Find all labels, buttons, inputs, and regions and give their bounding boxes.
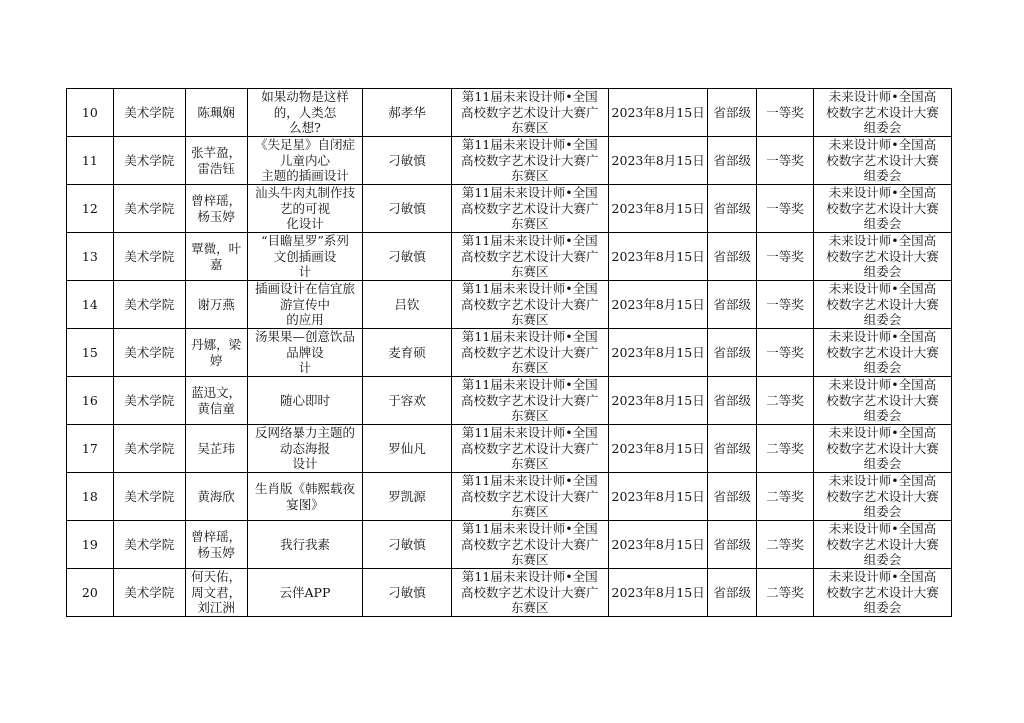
student-names-cell-text: 陈珮娴 (197, 104, 235, 120)
organizer-cell (813, 233, 951, 281)
student-names-cell-text: 何天佑， 周文君， 刘江洲 (191, 569, 242, 616)
award-date-cell (608, 377, 707, 425)
organizer-cell-text: 未来设计师•全国高 校数字艺术设计大赛 组委会 (826, 569, 939, 616)
college-cell (113, 473, 185, 521)
student-names-cell-text: 丹娜，梁婷 (191, 337, 242, 368)
work-title-cell (247, 473, 363, 521)
competition-name-cell-text: 第11届未来设计师•全国 高校数字艺术设计大赛广 东赛区 (461, 425, 599, 472)
advisor-cell (363, 185, 451, 233)
award-date-cell (608, 473, 707, 521)
award-level-cell-text: 省部级 (713, 440, 751, 456)
advisor-cell-text: 刁敏慎 (388, 536, 426, 552)
award-level-cell-text: 省部级 (713, 488, 751, 504)
student-names-cell (185, 185, 247, 233)
college-cell (113, 521, 185, 569)
advisor-cell-text: 于容欢 (388, 392, 426, 408)
organizer-cell (813, 185, 951, 233)
student-names-cell (185, 473, 247, 521)
work-title-cell-text: 插画设计在信宜旅 游宣传中 的应用 (254, 281, 355, 328)
table-row (67, 425, 952, 473)
award-level-cell (708, 473, 757, 521)
table-row (67, 521, 952, 569)
college-cell (113, 89, 185, 137)
organizer-cell-text: 未来设计师•全国高 校数字艺术设计大赛 组委会 (826, 329, 939, 376)
awards-table (66, 88, 952, 617)
college-cell-text: 美术学院 (124, 248, 175, 264)
student-names-cell-text: 曾梓瑶， 杨玉婷 (191, 193, 242, 224)
college-cell (113, 281, 185, 329)
organizer-cell-text: 未来设计师•全国高 校数字艺术设计大赛 组委会 (826, 137, 939, 184)
competition-name-cell-text: 第11届未来设计师•全国 高校数字艺术设计大赛广 东赛区 (461, 185, 599, 232)
award-level-cell (708, 89, 757, 137)
advisor-cell-text: 罗仙凡 (388, 440, 426, 456)
competition-name-cell (451, 521, 608, 569)
award-level-cell (708, 233, 757, 281)
work-title-cell-text: 我行我素 (279, 536, 330, 552)
award-level-cell-text: 省部级 (713, 296, 751, 312)
college-cell (113, 233, 185, 281)
student-names-cell (185, 329, 247, 377)
award-date-cell (608, 137, 707, 185)
advisor-cell (363, 89, 451, 137)
row-number-text: 16 (81, 392, 98, 408)
competition-name-cell-text: 第11届未来设计师•全国 高校数字艺术设计大赛广 东赛区 (461, 137, 599, 184)
award-grade-cell-text: 二等奖 (766, 584, 804, 600)
award-level-cell (708, 185, 757, 233)
advisor-cell (363, 377, 451, 425)
table-row (67, 89, 952, 137)
advisor-cell-text: 刁敏慎 (388, 248, 426, 264)
work-title-cell (247, 185, 363, 233)
row-number-text: 20 (81, 584, 98, 600)
table-row (67, 473, 952, 521)
advisor-cell-text: 刁敏慎 (388, 152, 426, 168)
row-number-text: 19 (81, 536, 98, 552)
work-title-cell-text: “目瞻星罗”系列 文创插画设 计 (261, 233, 349, 280)
row-number-text: 18 (81, 488, 98, 504)
organizer-cell (813, 377, 951, 425)
student-names-cell-text: 蓝迅文， 黄信童 (191, 385, 242, 416)
student-names-cell-text: 黄海欣 (197, 488, 235, 504)
award-date-cell-text: 2023年8月15日 (611, 344, 705, 360)
award-grade-cell-text: 二等奖 (766, 392, 804, 408)
row-number (67, 521, 114, 569)
award-grade-cell-text: 二等奖 (766, 440, 804, 456)
competition-name-cell (451, 89, 608, 137)
competition-name-cell-text: 第11届未来设计师•全国 高校数字艺术设计大赛广 东赛区 (461, 89, 599, 136)
row-number (67, 329, 114, 377)
award-grade-cell-text: 一等奖 (766, 152, 804, 168)
organizer-cell (813, 521, 951, 569)
award-grade-cell (757, 425, 814, 473)
award-level-cell-text: 省部级 (713, 200, 751, 216)
table-body (67, 89, 952, 617)
award-grade-cell (757, 185, 814, 233)
award-grade-cell (757, 377, 814, 425)
table-row (67, 569, 952, 617)
row-number-text: 11 (81, 152, 98, 168)
college-cell (113, 425, 185, 473)
award-date-cell (608, 185, 707, 233)
competition-name-cell (451, 233, 608, 281)
organizer-cell-text: 未来设计师•全国高 校数字艺术设计大赛 组委会 (826, 473, 939, 520)
competition-name-cell (451, 569, 608, 617)
award-date-cell-text: 2023年8月15日 (611, 200, 705, 216)
college-cell (113, 185, 185, 233)
student-names-cell-text: 张芊盈， 雷浩钰 (191, 145, 242, 176)
award-level-cell-text: 省部级 (713, 536, 751, 552)
advisor-cell (363, 473, 451, 521)
award-grade-cell-text: 二等奖 (766, 536, 804, 552)
work-title-cell (247, 329, 363, 377)
award-grade-cell (757, 329, 814, 377)
award-date-cell-text: 2023年8月15日 (611, 296, 705, 312)
award-date-cell (608, 281, 707, 329)
table-row (67, 185, 952, 233)
competition-name-cell-text: 第11届未来设计师•全国 高校数字艺术设计大赛广 东赛区 (461, 521, 599, 568)
student-names-cell (185, 425, 247, 473)
work-title-cell-text: 云伴APP (279, 584, 331, 600)
student-names-cell (185, 89, 247, 137)
award-level-cell (708, 377, 757, 425)
competition-name-cell (451, 329, 608, 377)
row-number (67, 281, 114, 329)
award-date-cell (608, 569, 707, 617)
advisor-cell (363, 425, 451, 473)
award-grade-cell (757, 569, 814, 617)
award-date-cell (608, 425, 707, 473)
organizer-cell (813, 425, 951, 473)
advisor-cell (363, 233, 451, 281)
work-title-cell-text: 生肖版《韩熙载夜 宴图》 (254, 481, 355, 512)
student-names-cell (185, 377, 247, 425)
row-number-text: 17 (81, 440, 98, 456)
table-row (67, 233, 952, 281)
college-cell-text: 美术学院 (124, 440, 175, 456)
award-level-cell (708, 521, 757, 569)
college-cell (113, 137, 185, 185)
row-number-text: 15 (81, 344, 98, 360)
award-level-cell-text: 省部级 (713, 104, 751, 120)
advisor-cell-text: 罗凯源 (388, 488, 426, 504)
row-number (67, 569, 114, 617)
award-date-cell-text: 2023年8月15日 (611, 392, 705, 408)
award-date-cell (608, 329, 707, 377)
advisor-cell-text: 刁敏慎 (388, 200, 426, 216)
award-grade-cell-text: 一等奖 (766, 344, 804, 360)
competition-name-cell-text: 第11届未来设计师•全国 高校数字艺术设计大赛广 东赛区 (461, 281, 599, 328)
award-grade-cell (757, 521, 814, 569)
organizer-cell-text: 未来设计师•全国高 校数字艺术设计大赛 组委会 (826, 377, 939, 424)
row-number (67, 185, 114, 233)
award-level-cell-text: 省部级 (713, 584, 751, 600)
competition-name-cell-text: 第11届未来设计师•全国 高校数字艺术设计大赛广 东赛区 (461, 233, 599, 280)
work-title-cell (247, 137, 363, 185)
award-grade-cell (757, 137, 814, 185)
award-grade-cell (757, 233, 814, 281)
college-cell-text: 美术学院 (124, 536, 175, 552)
competition-name-cell (451, 137, 608, 185)
row-number-text: 14 (81, 296, 98, 312)
advisor-cell-text: 麦育硕 (388, 344, 426, 360)
student-names-cell-text: 吴芷玮 (197, 440, 235, 456)
award-grade-cell-text: 一等奖 (766, 104, 804, 120)
advisor-cell-text: 郝孝华 (388, 104, 426, 120)
award-level-cell (708, 329, 757, 377)
student-names-cell (185, 233, 247, 281)
award-date-cell-text: 2023年8月15日 (611, 248, 705, 264)
competition-name-cell-text: 第11届未来设计师•全国 高校数字艺术设计大赛广 东赛区 (461, 473, 599, 520)
award-grade-cell-text: 二等奖 (766, 488, 804, 504)
student-names-cell (185, 281, 247, 329)
row-number (67, 377, 114, 425)
award-level-cell (708, 137, 757, 185)
award-date-cell (608, 521, 707, 569)
award-date-cell-text: 2023年8月15日 (611, 152, 705, 168)
award-level-cell (708, 281, 757, 329)
organizer-cell-text: 未来设计师•全国高 校数字艺术设计大赛 组委会 (826, 185, 939, 232)
college-cell-text: 美术学院 (124, 152, 175, 168)
table-row (67, 137, 952, 185)
organizer-cell-text: 未来设计师•全国高 校数字艺术设计大赛 组委会 (826, 281, 939, 328)
award-level-cell-text: 省部级 (713, 392, 751, 408)
row-number (67, 137, 114, 185)
award-date-cell-text: 2023年8月15日 (611, 440, 705, 456)
organizer-cell-text: 未来设计师•全国高 校数字艺术设计大赛 组委会 (826, 89, 939, 136)
college-cell-text: 美术学院 (124, 200, 175, 216)
competition-name-cell (451, 473, 608, 521)
organizer-cell (813, 569, 951, 617)
award-date-cell (608, 233, 707, 281)
advisor-cell (363, 281, 451, 329)
award-level-cell-text: 省部级 (713, 248, 751, 264)
row-number (67, 233, 114, 281)
table-row (67, 377, 952, 425)
award-grade-cell (757, 473, 814, 521)
row-number-text: 10 (81, 104, 98, 120)
advisor-cell (363, 329, 451, 377)
competition-name-cell (451, 185, 608, 233)
organizer-cell (813, 329, 951, 377)
work-title-cell-text: 汕头牛肉丸制作技 艺的可视 化设计 (254, 185, 355, 232)
organizer-cell (813, 137, 951, 185)
work-title-cell-text: 反网络暴力主题的 动态海报 设计 (254, 425, 355, 472)
award-grade-cell (757, 281, 814, 329)
work-title-cell-text: 如果动物是这样 的，人类怎 么想? (261, 89, 349, 136)
organizer-cell (813, 473, 951, 521)
organizer-cell-text: 未来设计师•全国高 校数字艺术设计大赛 组委会 (826, 521, 939, 568)
award-grade-cell-text: 一等奖 (766, 200, 804, 216)
organizer-cell (813, 89, 951, 137)
row-number (67, 89, 114, 137)
college-cell-text: 美术学院 (124, 584, 175, 600)
competition-name-cell (451, 281, 608, 329)
student-names-cell-text: 覃微，叶嘉 (191, 241, 242, 272)
student-names-cell (185, 137, 247, 185)
advisor-cell (363, 521, 451, 569)
college-cell-text: 美术学院 (124, 296, 175, 312)
row-number-text: 13 (81, 248, 98, 264)
organizer-cell-text: 未来设计师•全国高 校数字艺术设计大赛 组委会 (826, 233, 939, 280)
award-level-cell-text: 省部级 (713, 152, 751, 168)
table-row (67, 329, 952, 377)
table-row (67, 281, 952, 329)
row-number (67, 473, 114, 521)
award-grade-cell-text: 一等奖 (766, 296, 804, 312)
college-cell (113, 569, 185, 617)
work-title-cell (247, 569, 363, 617)
competition-name-cell-text: 第11届未来设计师•全国 高校数字艺术设计大赛广 东赛区 (461, 377, 599, 424)
work-title-cell-text: 《失足星》自闭症 儿童内心 主题的插画设计 (254, 137, 355, 184)
competition-name-cell-text: 第11届未来设计师•全国 高校数字艺术设计大赛广 东赛区 (461, 569, 599, 616)
college-cell (113, 329, 185, 377)
award-date-cell-text: 2023年8月15日 (611, 488, 705, 504)
college-cell-text: 美术学院 (124, 392, 175, 408)
award-date-cell-text: 2023年8月15日 (611, 104, 705, 120)
advisor-cell-text: 吕钦 (394, 296, 420, 312)
college-cell-text: 美术学院 (124, 104, 175, 120)
award-date-cell (608, 89, 707, 137)
advisor-cell-text: 刁敏慎 (388, 584, 426, 600)
competition-name-cell-text: 第11届未来设计师•全国 高校数字艺术设计大赛广 东赛区 (461, 329, 599, 376)
student-names-cell (185, 521, 247, 569)
organizer-cell (813, 281, 951, 329)
work-title-cell (247, 521, 363, 569)
work-title-cell (247, 233, 363, 281)
competition-name-cell (451, 377, 608, 425)
work-title-cell (247, 425, 363, 473)
college-cell-text: 美术学院 (124, 344, 175, 360)
work-title-cell (247, 281, 363, 329)
student-names-cell-text: 曾梓瑶， 杨玉婷 (191, 529, 242, 560)
college-cell (113, 377, 185, 425)
award-date-cell-text: 2023年8月15日 (611, 584, 705, 600)
award-date-cell-text: 2023年8月15日 (611, 536, 705, 552)
row-number-text: 12 (81, 200, 98, 216)
college-cell-text: 美术学院 (124, 488, 175, 504)
student-names-cell (185, 569, 247, 617)
award-level-cell-text: 省部级 (713, 344, 751, 360)
row-number (67, 425, 114, 473)
student-names-cell-text: 谢万燕 (197, 296, 235, 312)
award-level-cell (708, 425, 757, 473)
organizer-cell-text: 未来设计师•全国高 校数字艺术设计大赛 组委会 (826, 425, 939, 472)
work-title-cell (247, 377, 363, 425)
award-grade-cell (757, 89, 814, 137)
advisor-cell (363, 137, 451, 185)
competition-name-cell (451, 425, 608, 473)
advisor-cell (363, 569, 451, 617)
award-grade-cell-text: 一等奖 (766, 248, 804, 264)
work-title-cell-text: 汤果果—创意饮品 品牌设 计 (254, 329, 355, 376)
award-level-cell (708, 569, 757, 617)
work-title-cell-text: 随心即时 (279, 392, 330, 408)
work-title-cell (247, 89, 363, 137)
